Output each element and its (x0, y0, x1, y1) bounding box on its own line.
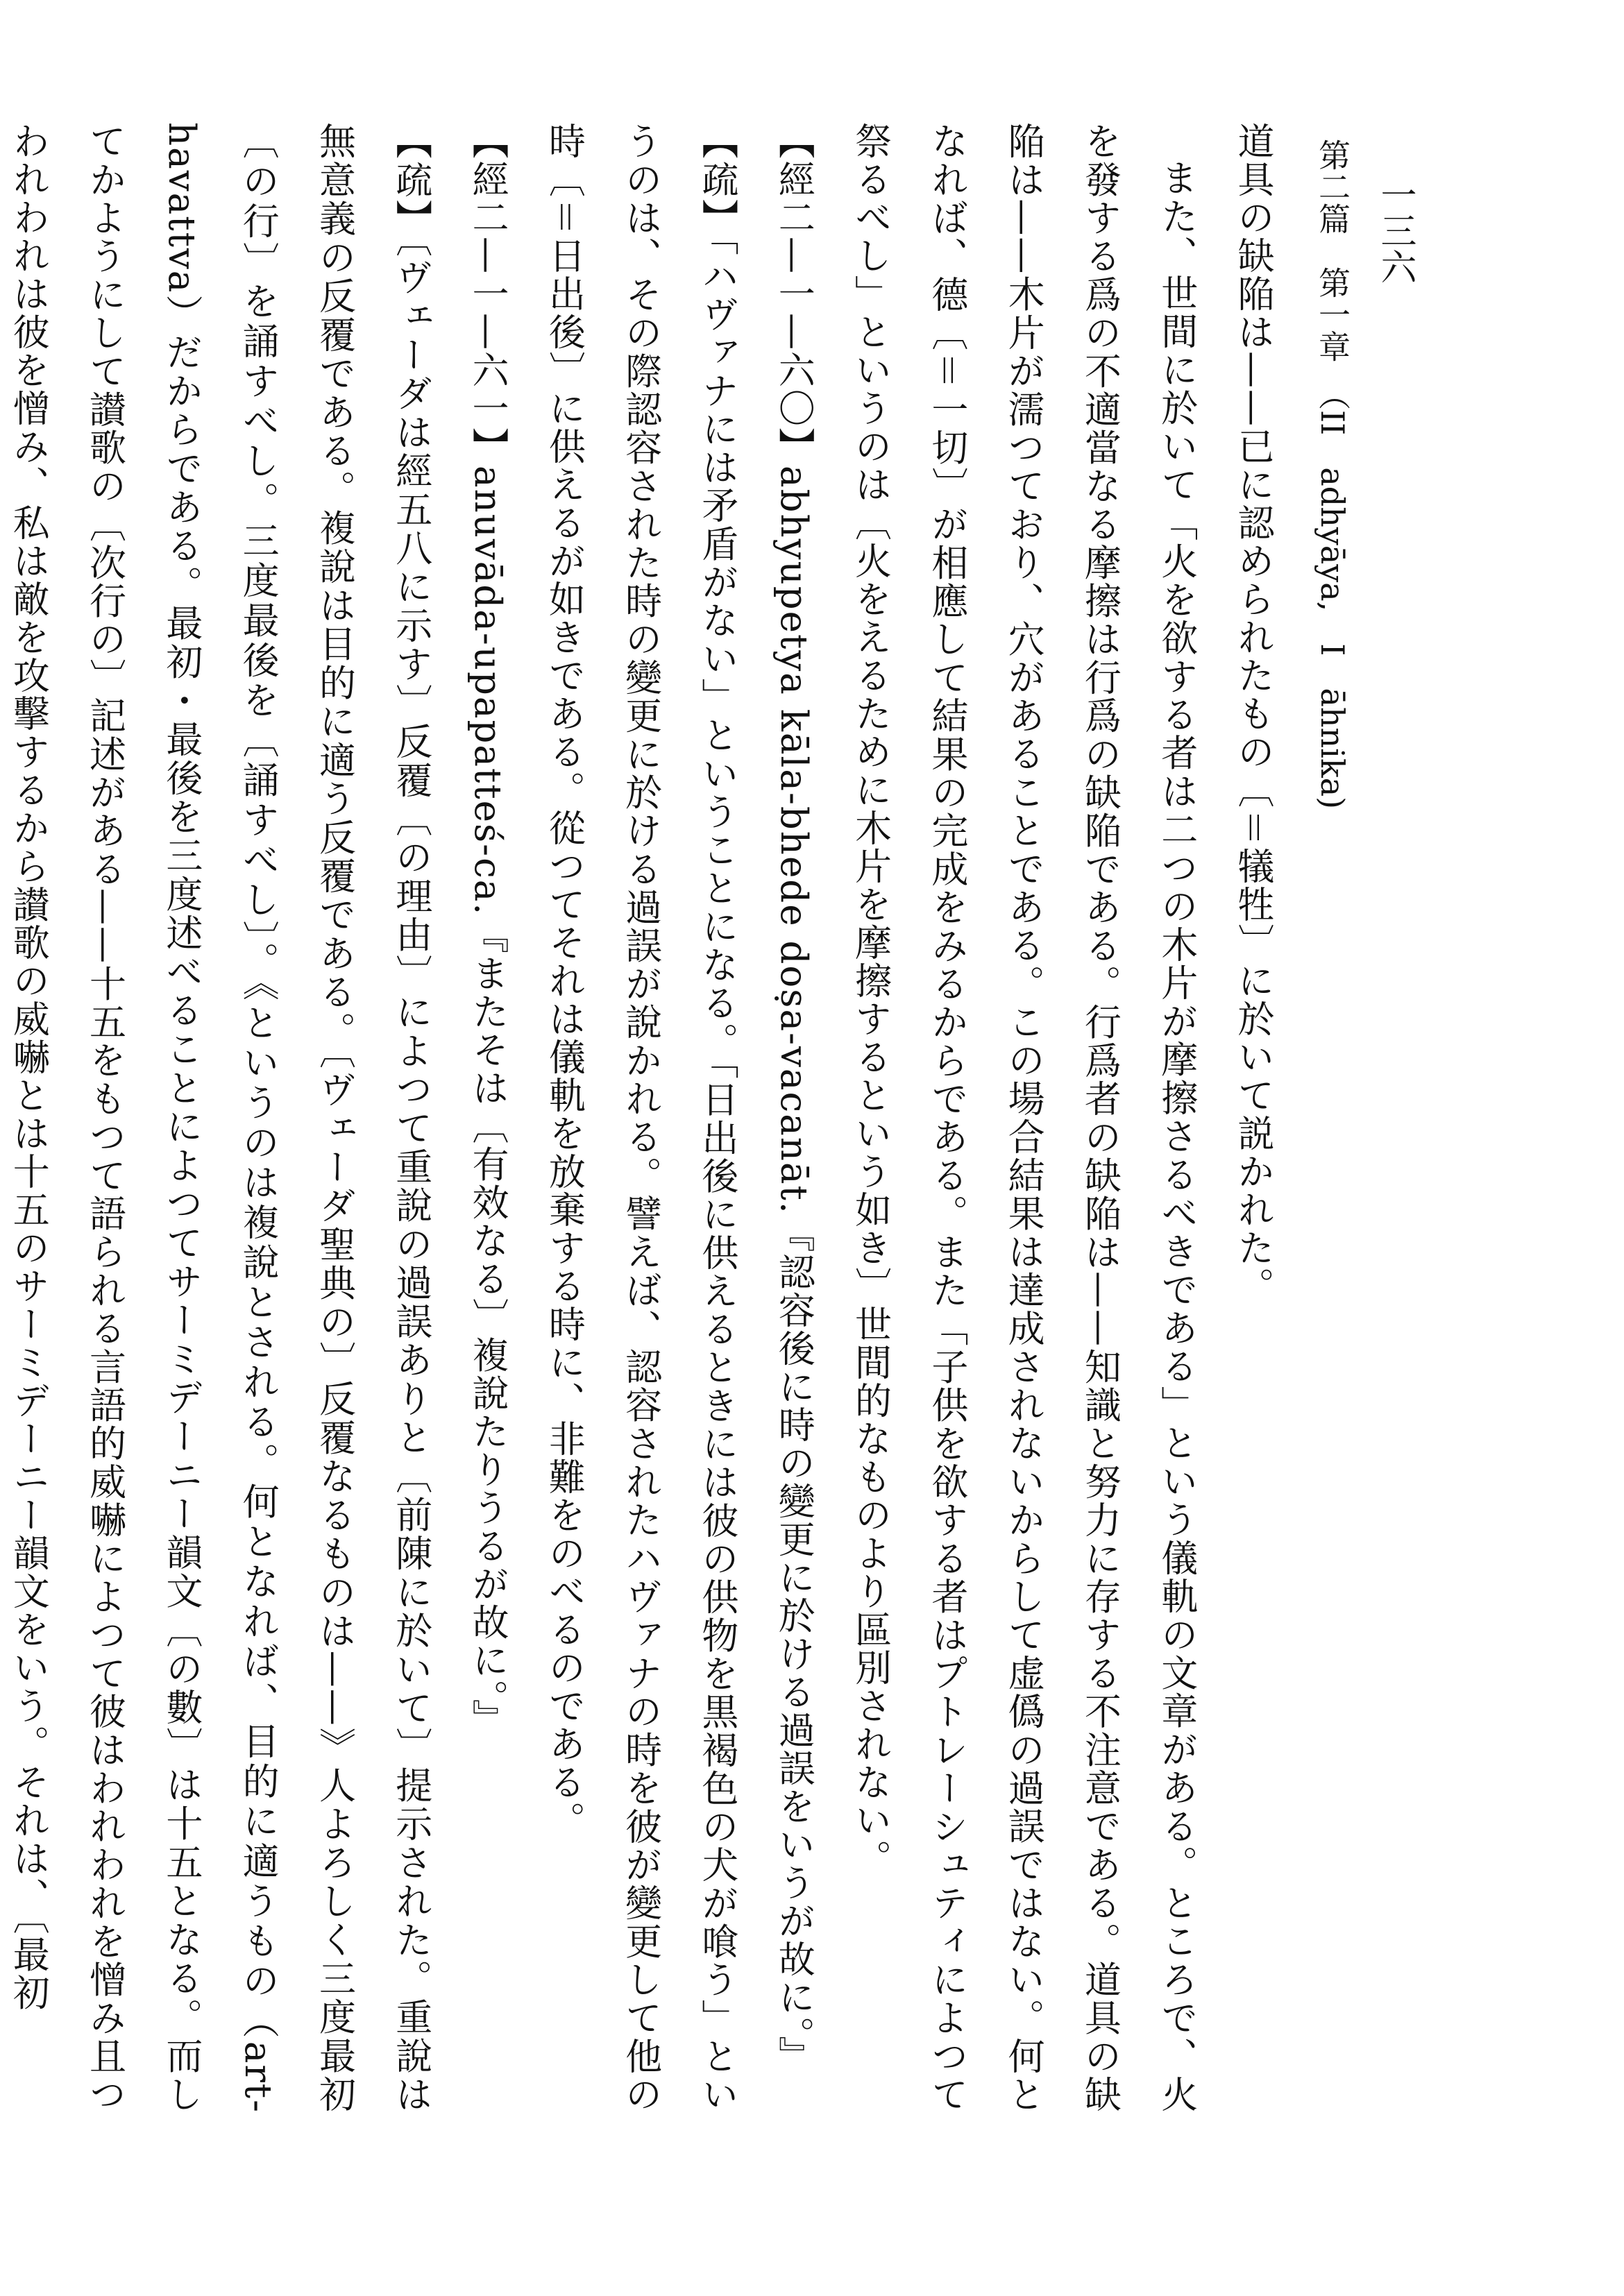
paragraph: また、世間に於いて「火を欲する者は二つの木片が摩擦さるべきである」という儀軌の文章がある。ところで、火を發する爲の不適當なる摩擦は行爲の缺陥である。行爲者の缺陥は——知識と努力に存する不注意である。道具の缺陥は——木片が濡つており、穴があることである。この場合結果は達成されないからして虚僞の過誤ではない。何となれば、德〔＝一切〕が相應して結果の完成をみるからである。また「子供を欲する者はプトレーシュティによつて祭るべし」というのは〔火をえるために木片を摩擦するという如き〕世間的なものより區別されない。 (849, 122, 1198, 2114)
commentary-paragraph: 【疏】〔ヴェーダは經五八に示す〕反覆〔の理由〕によつて重說の過誤ありと〔前陳に於いて〕提示された。重說は無意義の反覆である。複說は目的に適う反覆である。〔ヴェーダ聖典の〕反覆なるものは——》人よろしく三度最初〔の行〕を誦すべし。三度最後を〔誦すべし〕。《というのは複說とされる。何となれば、目的に適うもの（art-havattva）だからである。最初・最後を三度述べることによつてサーミデーニー韻文〔の數〕は十五となる。而してかようにして讃歌の〔次行の〕記述がある——十五をもつて語られる言語的威嚇によつて彼はわれわれを憎み且つわれわれは彼を憎み、私は敵を攻擊するから讃歌の威嚇とは十五のサーミデーニー韻文をいう。それは、〔最初 (7, 122, 432, 2114)
sutra-heading: 【經二—一—六〇】abhyupetya kāla-bhede doṣa-vacanāt.『認容後に時の變更に於ける過誤をいうが故に。』 (772, 122, 815, 2075)
paragraph: 道具の缺陥は——已に認められたもの〔＝犠牲〕に於いて説かれた。 (1232, 122, 1274, 1305)
running-header: 第二篇 第一章 （II adhyāya, I āhnika) (1314, 139, 1351, 810)
sutra-heading: 【經二—一—六一】anuvāda-upapatteś-ca.『またそは〔有效なる〕複說たりうるが故に。』 (466, 122, 509, 1737)
commentary-paragraph: 【疏】「ハヴァナには矛盾がない」ということになる。「日出後に供えるときには彼の供物を黒褐色の犬が喰う」というのは、その際認容された時の變更に於ける過誤が說かれる。譬えば、認容されたハヴァナの時を彼が變更して他の時〔＝日出後〕に供えるが如きである。從つてそれは儀軌を放棄する時に、非難をのべるのである。 (543, 122, 738, 2114)
page-number: 一三六 (1374, 176, 1416, 284)
body-text (0, 122, 1291, 2114)
